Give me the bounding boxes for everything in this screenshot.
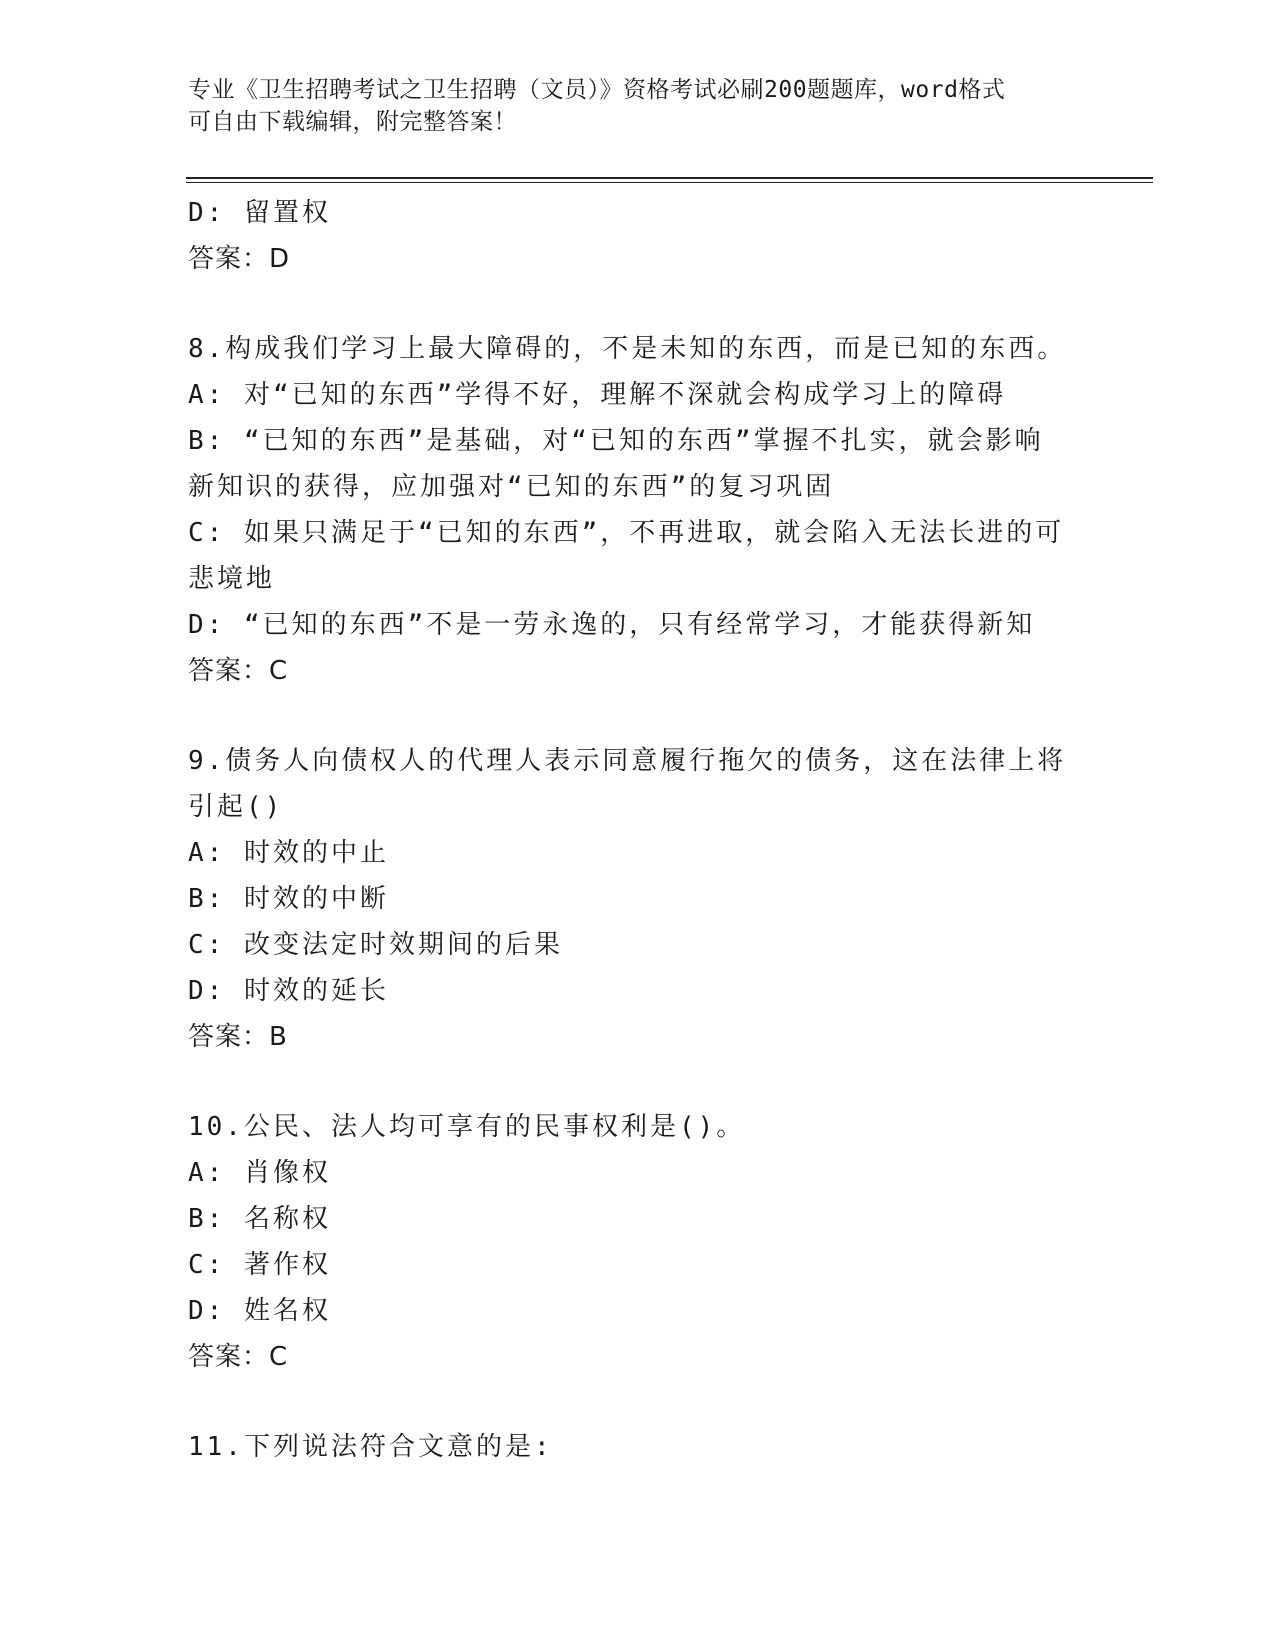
- option-c: C: 著作权: [188, 1250, 331, 1280]
- option-d: D: 留置权: [188, 198, 331, 228]
- header-line-1: 专业《卫生招聘考试之卫生招聘（文员）》资格考试必刷200题题库，word格式: [188, 77, 1006, 103]
- question-block-9: [188, 738, 1088, 1060]
- question-content: [188, 190, 1088, 1470]
- question-stem: 9.债务人向债权人的代理人表示同意履行拖欠的债务，这在法律上将: [188, 746, 1067, 776]
- option-b-continued: 新知识的获得，应加强对“已知的东西”的复习巩固: [188, 472, 835, 502]
- header-rule-thick: [186, 177, 1153, 179]
- answer-line: 答案：B: [188, 1022, 288, 1052]
- spacer: [188, 1060, 1088, 1104]
- spacer: [188, 282, 1088, 326]
- option-d: D: 时效的延长: [188, 976, 389, 1006]
- option-b: B: 名称权: [188, 1204, 331, 1234]
- spacer: [188, 694, 1088, 738]
- option-c-continued: 悲境地: [188, 564, 276, 594]
- spacer: [188, 1380, 1088, 1424]
- document-header: [188, 74, 1068, 138]
- option-d: D: “已知的东西”不是一劳永逸的，只有经常学习，才能获得新知: [188, 610, 1036, 640]
- option-c: C: 如果只满足于“已知的东西”，不再进取，就会陷入无法长进的可: [188, 518, 1065, 548]
- header-rule-thin: [186, 182, 1153, 183]
- option-b: B: “已知的东西”是基础，对“已知的东西”掌握不扎实，就会影响: [188, 426, 1044, 456]
- question-stem: 11.下列说法符合文意的是:: [188, 1432, 553, 1462]
- option-a: A: 时效的中止: [188, 838, 389, 868]
- option-a: A: 对“已知的东西”学得不好，理解不深就会构成学习上的障碍: [188, 380, 1007, 410]
- answer-line: 答案：D: [188, 244, 291, 274]
- answer-line: 答案：C: [188, 1342, 289, 1372]
- header-line-2: 可自由下载编辑，附完整答案！: [188, 109, 517, 135]
- option-d: D: 姓名权: [188, 1296, 331, 1326]
- question-block-10: [188, 1104, 1088, 1380]
- question-block-11: [188, 1424, 1088, 1470]
- option-a: A: 肖像权: [188, 1158, 331, 1188]
- question-stem: 8.构成我们学习上最大障碍的，不是未知的东西，而是已知的东西。: [188, 334, 1067, 364]
- option-b: B: 时效的中断: [188, 884, 389, 914]
- question-stem-continued: 引起(): [188, 792, 284, 822]
- answer-line: 答案：C: [188, 656, 289, 686]
- question-block-8: [188, 326, 1088, 694]
- option-c: C: 改变法定时效期间的后果: [188, 930, 563, 960]
- question-stem: 10.公民、法人均可享有的民事权利是()。: [188, 1112, 746, 1142]
